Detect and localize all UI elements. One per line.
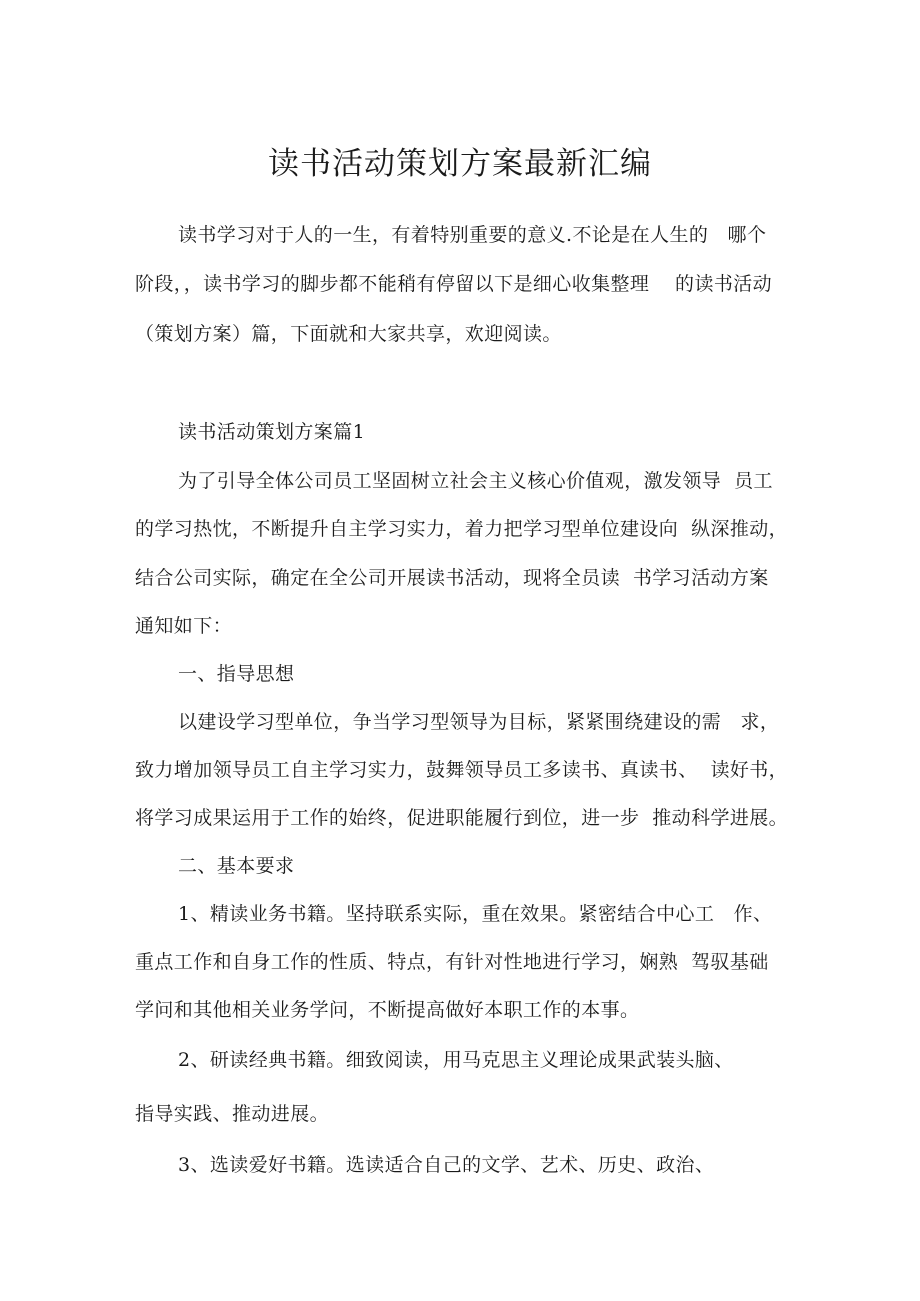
intro-line-2: 阶段，，读书学习的脚步都不能稍有停留以下是细心收集整理 的读书活动 — [135, 273, 773, 295]
heading-guiding-ideology: 一、指导思想 — [178, 663, 295, 685]
intro-line-3: （策划方案）篇，下面就和大家共享，欢迎阅读。 — [135, 323, 562, 345]
item3-line-1: 3、选读爱好书籍。选读适合自己的文学、艺术、历史、政治、 — [178, 1154, 715, 1176]
para1-line-4: 通知如下： — [135, 615, 233, 637]
section-heading: 读书活动策划方案篇1 — [178, 421, 366, 443]
item1-line-2: 重点工作和自身工作的性质、特点，有针对性地进行学习，娴熟 驾驭基础 — [135, 951, 769, 973]
intro-line-1: 读书学习对于人的一生，有着特别重要的意义.不论是在人生的 哪个 — [178, 224, 767, 246]
item1-line-1: 1、精读业务书籍。坚持联系实际，重在效果。紧密结合中心工 作、 — [178, 903, 773, 925]
item1-line-3: 学问和其他相关业务学问，不断提高做好本职工作的本事。 — [135, 999, 640, 1021]
item2-line-2: 指导实践、推动进展。 — [135, 1103, 330, 1125]
para2-line-3: 将学习成果运用于工作的始终，促进职能履行到位，进一步 推动科学进展。 — [135, 807, 789, 829]
para1-line-2: 的学习热忱，不断提升自主学习实力，着力把学习型单位建设向 纵深推动， — [135, 518, 789, 540]
heading-basic-requirements: 二、基本要求 — [178, 855, 295, 877]
document-title: 读书活动策划方案最新汇编 — [268, 146, 652, 182]
para1-line-3: 结合公司实际，确定在全公司开展读书活动，现将全员读 书学习活动方案 — [135, 567, 769, 589]
para2-line-2: 致力增加领导员工自主学习实力，鼓舞领导员工多读书、真读书、 读好书， — [135, 759, 789, 781]
para2-line-1: 以建设学习型单位，争当学习型领导为目标，紧紧围绕建设的需 求， — [178, 711, 780, 733]
para1-line-1: 为了引导全体公司员工坚固树立社会主义核心价值观，激发领导 员工 — [178, 470, 773, 492]
item2-line-1: 2、研读经典书籍。细致阅读，用马克思主义理论成果武装头脑、 — [178, 1049, 734, 1071]
